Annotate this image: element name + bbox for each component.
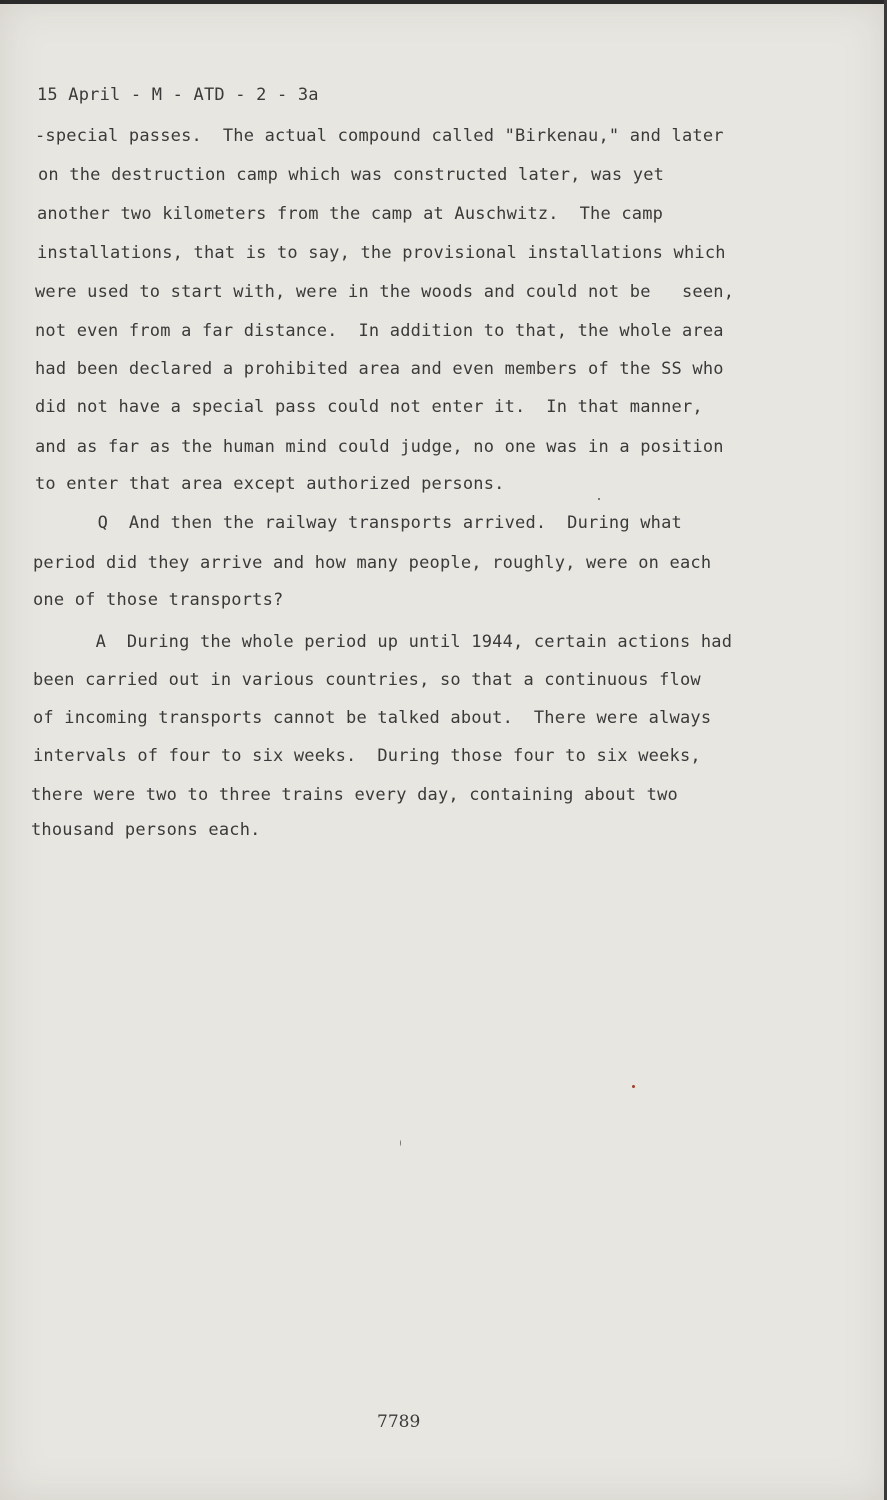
paper-speck	[598, 498, 600, 500]
text-line: had been declared a prohibited area and even members of the SS who	[35, 359, 724, 379]
page-header: 15 April - M - ATD - 2 - 3a	[37, 85, 319, 105]
text-line: another two kilometers from the camp at Auschwitz. The camp	[37, 204, 664, 224]
paper-speck	[632, 1085, 635, 1088]
paper-speck	[400, 1140, 401, 1146]
text-line: did not have a special pass could not enter it. In that manner,	[35, 397, 703, 417]
text-line: were used to start with, were in the woods and could not be seen,	[35, 282, 735, 302]
scan-edge-top	[0, 0, 887, 4]
text-line: been carried out in various countries, so that a continuous flow	[33, 670, 701, 690]
text-line: installations, that is to say, the provisional installations which	[37, 243, 726, 263]
text-line: and as far as the human mind could judge, no one was in a position	[35, 437, 724, 457]
page-number: 7789	[377, 1412, 421, 1432]
answer-line: A During the whole period up until 1944, certain actions had	[33, 632, 733, 652]
text-line: one of those transports?	[33, 590, 284, 610]
text-line: period did they arrive and how many people, roughly, were on each	[33, 553, 712, 573]
text-line: of incoming transports cannot be talked about. There were always	[33, 708, 712, 728]
text-line: not even from a far distance. In addition to that, the whole area	[35, 321, 724, 341]
text-line: on the destruction camp which was constructed later, was yet	[38, 165, 665, 185]
text-line: thousand persons each.	[31, 820, 261, 840]
text-line: -special passes. The actual compound called "Birkenau," and later	[35, 126, 724, 146]
text-line: to enter that area except authorized persons.	[35, 474, 505, 494]
text-line: intervals of four to six weeks. During those four to six weeks,	[33, 746, 701, 766]
question-line: Q And then the railway transports arrived. During what	[35, 513, 682, 533]
text-line: there were two to three trains every day, containing about two	[31, 785, 678, 805]
